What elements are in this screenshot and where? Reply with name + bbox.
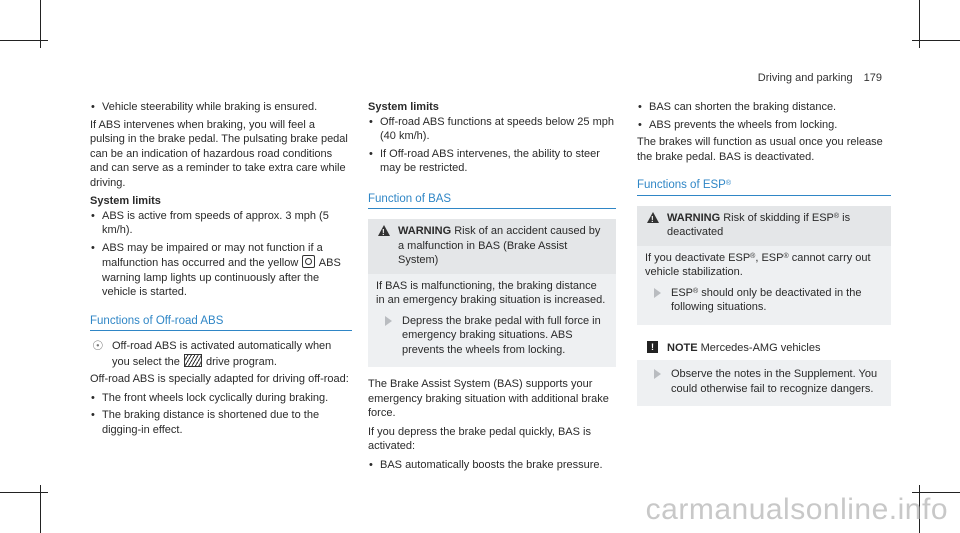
subheading: System limits (368, 101, 439, 113)
warning-body (368, 274, 616, 368)
watermark: carmanualsonline.info (645, 493, 948, 526)
warning-label: WARNING (398, 225, 452, 237)
warning-title: Risk of skidding if ESP (723, 211, 834, 224)
crop-mark (0, 40, 48, 41)
list-item-text: ABS may be impaired or may not function if a malfunction has occurred and the yellow (102, 241, 323, 269)
warning-text-part: cannot carry out vehicle stabilization. (645, 251, 871, 278)
column-2 (368, 100, 616, 475)
warning-step (376, 314, 608, 358)
note-icon: ! (647, 341, 658, 353)
warning-step-text: ESP (671, 286, 694, 299)
header-section: Driving and parking (757, 72, 853, 84)
page-number: 179 (863, 72, 882, 84)
section-title: Functions of Off-road ABS (90, 314, 352, 332)
tip (90, 339, 352, 369)
list-item: • The braking distance is shortened due to the digging-in effect. (90, 408, 352, 437)
offroad-drive-program-icon (184, 354, 202, 367)
list-item: • Vehicle steerability while braking is ensured. (90, 100, 352, 115)
warning-step (645, 286, 883, 315)
note-step-text: Observe the notes in the Supplement. You could otherwise fail to recognize dangers. (671, 368, 878, 395)
subheading: System limits (90, 195, 161, 207)
warning-box (637, 206, 891, 325)
registered-mark: ® (833, 212, 840, 220)
paragraph: If ABS intervenes when braking, you will feel a pulsing in the brake pedal. The pulsating brake pedal can be an indication of hazardous road conditions and can serve as a reminder to take extra care while driving. (90, 118, 348, 189)
warning-body (637, 246, 891, 325)
warning-header (368, 219, 616, 274)
tip-icon: ☉ (92, 338, 104, 353)
column-1 (90, 100, 352, 440)
registered-mark: ® (783, 252, 789, 260)
warning-header (637, 206, 891, 246)
warning-box (368, 219, 616, 367)
note-box (637, 337, 891, 407)
column-3 (637, 100, 891, 406)
note-label: NOTE (667, 341, 698, 354)
list-item: • ABS prevents the wheels from locking. (637, 118, 891, 133)
list-item: • BAS automatically boosts the brake pressure. (368, 458, 616, 473)
warning-text-part: , ESP (755, 251, 784, 264)
paragraph: If you depress the brake pedal quickly, BAS is activated: (368, 425, 591, 452)
section-title (637, 178, 891, 196)
warning-icon (647, 212, 659, 223)
list-item: • Off-road ABS functions at speeds below 25 mph (40 km/h). (368, 115, 616, 144)
warning-step-text: should only be deactivated in the following situations. (671, 286, 862, 313)
list-item: • ABS is active from speeds of approx. 3 mph (5 km/h). (90, 209, 352, 238)
section-title: Function of BAS (368, 192, 616, 210)
abs-warning-lamp-icon (302, 255, 315, 268)
registered-mark: ® (750, 252, 756, 260)
warning-title: is deactivated (667, 211, 851, 238)
note-title: Mercedes-AMG vehicles (700, 341, 821, 354)
paragraph: The brakes will function as usual once you release the brake pedal. BAS is deactivated. (637, 136, 883, 163)
list-item: • If Off-road ABS intervenes, the ability to steer may be restricted. (368, 147, 616, 176)
note-step (645, 367, 883, 396)
warning-step-text: Depress the brake pedal with full force in emergency braking situations. ABS prevents the wheels from locking. (402, 314, 601, 356)
list-item (90, 241, 352, 300)
warning-label: WARNING (667, 211, 721, 224)
registered-mark: ® (693, 287, 699, 295)
tip-text: drive program. (206, 355, 277, 368)
list-item: • BAS can shorten the braking distance. (637, 100, 891, 115)
tip-text: Off-road ABS is activated automatically when you select the (112, 340, 332, 368)
arrow-icon (654, 369, 661, 379)
warning-icon (378, 225, 390, 236)
note-header (637, 337, 891, 361)
registered-mark: ® (725, 180, 732, 187)
list-item: • The front wheels lock cyclically during braking. (90, 391, 352, 406)
arrow-icon (654, 288, 661, 298)
paragraph: The Brake Assist System (BAS) supports your emergency braking situation with additional brake force. (368, 378, 609, 419)
paragraph: Off-road ABS is specially adapted for driving off-road: (90, 373, 349, 385)
warning-title: Risk of an accident caused by a malfunction in BAS (Brake Assist System) (398, 225, 601, 266)
arrow-icon (385, 316, 392, 326)
warning-text: If BAS is malfunctioning, the braking distance in an emergency braking situation is increased. (376, 279, 606, 306)
note-body (637, 360, 891, 406)
crop-mark (0, 492, 48, 493)
warning-text-part: If you deactivate ESP (645, 251, 751, 264)
crop-mark (912, 40, 960, 41)
list-item-text: ABS warning lamp lights up continuously after the vehicle is started. (102, 257, 341, 298)
page-header (758, 72, 882, 84)
warning-text (645, 251, 883, 280)
section-title-text: Functions of ESP (637, 179, 726, 191)
